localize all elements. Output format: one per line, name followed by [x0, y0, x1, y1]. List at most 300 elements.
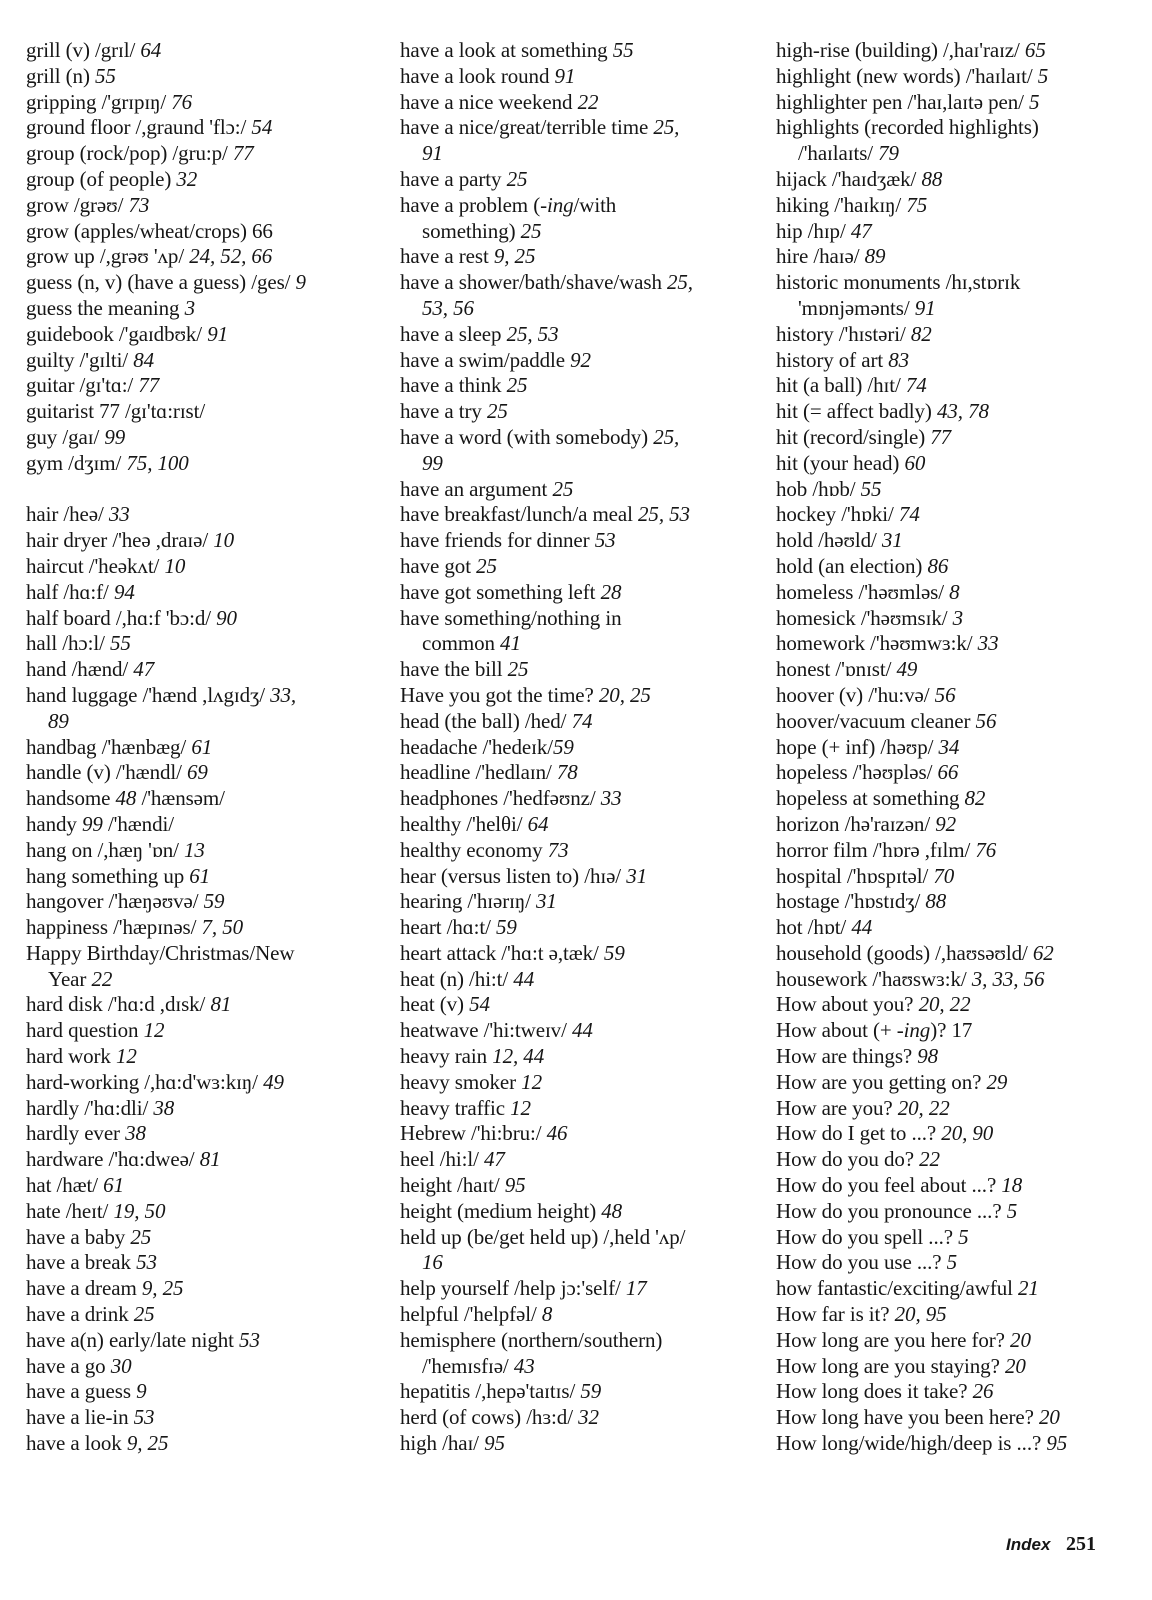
entry-page-ref: 95: [504, 1173, 526, 1198]
entry-text: homesick /'həʊmsɪk/: [776, 605, 953, 630]
index-entry: [26, 193, 378, 219]
index-entry: [26, 992, 378, 1018]
index-entry: [26, 141, 378, 167]
entry-page-ref: 53: [239, 1327, 260, 1352]
entry-page-ref: 25: [506, 166, 528, 191]
index-entry: [776, 709, 1128, 735]
entry-page-ref: 12: [115, 1044, 137, 1069]
entry-text: heatwave /'hi:tweɪv/: [400, 1018, 572, 1043]
index-entry: [400, 786, 752, 812]
index-entry: [776, 270, 1128, 296]
index-entry: [400, 451, 752, 477]
index-entry: [400, 580, 752, 606]
entry-page-ref: 44: [513, 966, 535, 991]
index-entry: [776, 1173, 1128, 1199]
entry-page-ref: 18: [1001, 1173, 1023, 1198]
entry-page-ref: 64: [527, 811, 549, 836]
entry-text: How do you spell ...?: [776, 1224, 959, 1249]
index-entry: [400, 167, 752, 193]
entry-page-ref: 56: [975, 708, 997, 733]
index-entry: [400, 864, 752, 890]
index-entry: [400, 683, 752, 709]
index-entry: [776, 141, 1128, 167]
entry-text: gripping /'grɪpɪŋ/: [26, 89, 172, 114]
entry-page-ref: 77: [138, 373, 160, 398]
index-column-3: [776, 38, 1128, 1457]
index-entry: [776, 90, 1128, 116]
entry-text: have a(n) early/late night: [26, 1327, 240, 1352]
index-entry: [776, 915, 1128, 941]
index-entry: [26, 64, 378, 90]
entry-text: hand /hænd/: [26, 657, 134, 682]
entry-page-ref: 46: [546, 1121, 568, 1146]
index-entry: [776, 657, 1128, 683]
entry-text: ground floor /,graund 'flɔ:/: [26, 115, 252, 140]
entry-page-ref: 7, 50: [201, 915, 244, 940]
entry-page-ref: 33: [108, 502, 130, 527]
entry-text: heat (v): [400, 992, 470, 1017]
entry-text: How about you?: [776, 992, 919, 1017]
entry-page-ref: 25,: [667, 270, 693, 295]
index-entry: [400, 1431, 752, 1457]
entry-page-ref: 31: [536, 889, 557, 914]
entry-page-ref: 91: [207, 321, 229, 346]
index-entry: [776, 967, 1128, 993]
entry-page-ref: 69: [187, 760, 208, 785]
index-entry: [26, 735, 378, 761]
index-entry: [400, 735, 752, 761]
entry-page-ref: 20, 25: [598, 682, 651, 707]
entry-page-ref: 76: [975, 837, 997, 862]
entry-page-ref: 25, 53: [638, 502, 690, 527]
entry-page-ref: 54: [469, 992, 490, 1017]
entry-text: handy: [26, 811, 82, 836]
entry-page-ref: 12, 44: [492, 1044, 545, 1069]
footer-label: Index: [1006, 1535, 1051, 1554]
entry-text: horizon /hə'raɪzən/: [776, 811, 936, 836]
entry-text: /'haɪlaɪts/: [798, 141, 879, 166]
index-entry: [400, 528, 752, 554]
entry-page-ref: 12: [510, 1095, 531, 1120]
entry-page-ref: 12: [143, 1018, 165, 1043]
index-entry: [400, 373, 752, 399]
entry-text: healthy /'helθi/: [400, 811, 528, 836]
entry-text: homeless /'həʊmləs/: [776, 579, 950, 604]
entry-text: have an argument: [400, 476, 553, 501]
entry-page-ref: 33: [977, 631, 999, 656]
entry-text: hopeless /'həʊpləs/: [776, 760, 938, 785]
entry-text: How do you feel about ...?: [776, 1173, 1002, 1198]
index-entry: [776, 1328, 1128, 1354]
entry-text: highlight (new words) /'haɪlaɪt/: [776, 63, 1038, 88]
index-entry: [400, 90, 752, 116]
index-entry: [776, 64, 1128, 90]
entry-text: grill (v) /grɪl/: [26, 38, 141, 62]
entry-text: hot /hɒt/: [776, 915, 852, 940]
index-entry: [26, 451, 378, 477]
index-entry: [26, 683, 378, 709]
index-entry: [400, 322, 752, 348]
entry-page-ref: 95: [484, 1431, 505, 1456]
index-entry: [776, 1121, 1128, 1147]
index-entry: [400, 1225, 752, 1251]
index-entry: [400, 1070, 752, 1096]
index-entry: [776, 1044, 1128, 1070]
index-entry: [400, 631, 752, 657]
entry-text: highlights (recorded highlights): [776, 115, 1039, 140]
entry-text: How long have you been here?: [776, 1405, 1040, 1430]
entry-page-ref: 88: [925, 889, 947, 914]
index-entry: [400, 1199, 752, 1225]
index-entry: [776, 941, 1128, 967]
index-entry: [26, 167, 378, 193]
entry-page-ref: 74: [905, 373, 927, 398]
entry-page-ref: 48: [601, 1198, 623, 1223]
entry-text: highlighter pen /'haɪ,laɪtə pen/: [776, 89, 1029, 114]
entry-text: hit (a ball) /hɪt/: [776, 373, 906, 398]
index-entry: [26, 864, 378, 890]
index-entry: [26, 967, 378, 993]
index-entry: [26, 838, 378, 864]
entry-text: have a look: [26, 1431, 127, 1456]
index-entry: [26, 373, 378, 399]
entry-text: history /'hɪstəri/: [776, 321, 911, 346]
index-entry: [776, 373, 1128, 399]
entry-text: hopeless at something: [776, 786, 965, 811]
entry-text: have a nice/great/terrible time: [400, 115, 654, 140]
index-entry: [776, 735, 1128, 761]
entry-page-ref: 8: [541, 1302, 553, 1327]
index-entry: [776, 502, 1128, 528]
entry-page-ref: 25: [506, 373, 528, 398]
page-number: 251: [1066, 1533, 1096, 1555]
index-entry: [26, 1276, 378, 1302]
entry-text: historic monuments /hɪ,stɒrɪk: [776, 270, 1021, 295]
index-entry: [400, 296, 752, 322]
entry-page-ref: 74: [898, 502, 920, 527]
entry-text: hat /hæt/: [26, 1173, 104, 1198]
index-entry: [776, 244, 1128, 270]
entry-text: hit (your head): [776, 450, 905, 475]
entry-page-ref: 9: [295, 270, 306, 295]
index-entry: [776, 528, 1128, 554]
index-entry: [26, 606, 378, 632]
index-entry: [400, 554, 752, 580]
index-entry: [26, 244, 378, 270]
index-entry: [26, 322, 378, 348]
index-entry: [400, 1354, 752, 1380]
entry-text: help yourself /help jɔ:'self/: [400, 1276, 626, 1301]
entry-page-ref: 81: [199, 1147, 221, 1172]
index-entry: [400, 244, 752, 270]
entry-page-ref: 25: [133, 1302, 155, 1327]
entry-text: hang something up: [26, 863, 190, 888]
index-entry: [400, 1328, 752, 1354]
entry-text: haircut /'heəkʌt/: [26, 553, 165, 578]
entry-text: How do you use ...?: [776, 1250, 947, 1275]
entry-text: group (rock/pop) /gru:p/: [26, 141, 233, 166]
entry-page-ref: 22: [577, 89, 599, 114]
entry-text: hemisphere (northern/southern): [400, 1327, 663, 1352]
index-entry: [26, 1096, 378, 1122]
index-entry: [400, 38, 752, 64]
entry-page-ref: 92: [935, 811, 957, 836]
entry-page-ref: 77: [232, 141, 254, 166]
entry-page-ref: 43, 78: [936, 399, 989, 424]
index-entry: [776, 399, 1128, 425]
entry-page-ref: 84: [133, 347, 155, 372]
entry-page-ref: 55: [94, 63, 116, 88]
entry-page-ref: 61: [103, 1173, 124, 1198]
entry-page-ref: 19, 50: [113, 1198, 166, 1223]
index-entry: [400, 1096, 752, 1122]
index-entry: [26, 941, 378, 967]
entry-text: hall /hɔ:l/: [26, 631, 110, 656]
index-entry: [776, 554, 1128, 580]
entry-text: Hebrew /'hi:bru:/: [400, 1121, 547, 1146]
entry-page-ref: 89: [864, 244, 886, 269]
entry-text: hear (versus listen to) /hɪə/: [400, 863, 627, 888]
entry-page-ref: 91: [422, 141, 443, 166]
entry-page-ref: 48: [115, 786, 137, 811]
index-entry: [776, 1354, 1128, 1380]
entry-page-ref: 49: [896, 657, 918, 682]
index-entry: [776, 219, 1128, 245]
entry-text: half /hɑ:f/: [26, 579, 114, 604]
index-entry: [776, 786, 1128, 812]
entry-page-ref: 12: [521, 1069, 542, 1094]
index-column-1: [26, 38, 378, 1457]
entry-text: heart /hɑ:t/: [400, 915, 496, 940]
entry-page-ref: 31: [626, 863, 647, 888]
entry-text: How do I get to ...?: [776, 1121, 942, 1146]
index-entry: [776, 992, 1128, 1018]
entry-text: heavy smoker: [400, 1069, 522, 1094]
index-entry: [400, 1147, 752, 1173]
entry-text: grow /grəʊ/: [26, 192, 129, 217]
entry-page-ref: 9, 25: [493, 244, 536, 269]
index-entry: [400, 941, 752, 967]
page-footer: [1006, 1533, 1096, 1556]
entry-page-ref: 9, 25: [141, 1276, 184, 1301]
entry-text: horror film /'hɒrə ,fɪlm/: [776, 837, 976, 862]
entry-page-ref: 75: [906, 192, 928, 217]
entry-text: have a guess: [26, 1379, 137, 1404]
entry-page-ref: 59: [496, 915, 517, 940]
entry-page-ref: 5: [1006, 1198, 1018, 1223]
index-entry: [26, 657, 378, 683]
entry-text: hob /hɒb/: [776, 476, 861, 501]
entry-page-ref: 73: [128, 192, 150, 217]
entry-text: hold /həʊld/: [776, 528, 882, 553]
entry-page-ref: 20, 22: [918, 992, 971, 1017]
index-entry: [26, 786, 378, 812]
entry-text: How long/wide/high/deep is ...?: [776, 1431, 1047, 1456]
index-entry: [26, 1199, 378, 1225]
index-entry: [26, 425, 378, 451]
entry-text: have the bill: [400, 657, 508, 682]
index-entry: [400, 760, 752, 786]
index-entry: [26, 1225, 378, 1251]
index-entry: [776, 425, 1128, 451]
entry-text: How do you pronounce ...?: [776, 1198, 1007, 1223]
entry-page-ref: 77: [930, 424, 952, 449]
entry-text: hepatitis /,hepə'taɪtɪs/: [400, 1379, 581, 1404]
entry-text: guy /gaɪ/: [26, 424, 105, 449]
entry-page-ref: ing: [903, 1018, 931, 1043]
entry-page-ref: 17: [625, 1276, 647, 1301]
entry-text: hardly /'hɑ:dli/: [26, 1095, 154, 1120]
entry-page-ref: 89: [48, 708, 69, 733]
entry-page-ref: 24, 52, 66: [189, 244, 273, 269]
index-entry: [26, 1431, 378, 1457]
entry-text: How long are you here for?: [776, 1327, 1011, 1352]
index-entry: [400, 502, 752, 528]
entry-text: have a shower/bath/shave/wash: [400, 270, 667, 295]
entry-page-ref: 38: [153, 1095, 175, 1120]
entry-page-ref: 79: [878, 141, 899, 166]
index-entry: [776, 838, 1128, 864]
entry-text: hijack /'haɪdʒæk/: [776, 166, 922, 191]
index-entry: [26, 1070, 378, 1096]
entry-text: hit (= affect badly): [776, 399, 937, 424]
entry-page-ref: 25,: [653, 115, 680, 140]
entry-page-ref: 56: [934, 682, 956, 707]
index-entry: [26, 270, 378, 296]
entry-text: have got: [400, 553, 477, 578]
entry-text: hospital /'hɒspɪtəl/: [776, 863, 934, 888]
index-column-2: [400, 38, 752, 1457]
entry-text: hope (+ inf) /həʊp/: [776, 734, 939, 759]
index-entry: [26, 1121, 378, 1147]
index-entry: [776, 477, 1128, 503]
entry-text: group (of people): [26, 166, 177, 191]
entry-page-ref: 54: [251, 115, 273, 140]
entry-page-ref: 22: [919, 1147, 940, 1172]
entry-text: heel /hi:l/: [400, 1147, 484, 1172]
index-entry: [400, 399, 752, 425]
entry-text: hair /heə/: [26, 502, 109, 527]
entry-page-ref: 64: [140, 38, 162, 62]
entry-page-ref: 81: [210, 992, 232, 1017]
index-entry: [400, 915, 752, 941]
entry-page-ref: 8: [949, 579, 960, 604]
entry-page-ref: 49: [263, 1069, 284, 1094]
entry-text: have a swim/paddle: [400, 347, 571, 372]
index-entry: [400, 270, 752, 296]
index-entry: [776, 348, 1128, 374]
entry-page-ref: 70: [933, 863, 955, 888]
entry-text: held up (be/get held up) /,held 'ʌp/: [400, 1224, 686, 1249]
entry-text: hiking /'haɪkɪŋ/: [776, 192, 907, 217]
entry-text: headline /'hedlaɪn/: [400, 760, 557, 785]
entry-page-ref: 3, 33, 56: [971, 966, 1045, 991]
entry-text: hearing /'hɪərɪŋ/: [400, 889, 536, 914]
index-entry: [26, 889, 378, 915]
entry-text: have a word (with somebody): [400, 424, 654, 449]
entry-text: guess (n, v) (have a guess) /ges/: [26, 270, 296, 295]
entry-page-ref: 74: [571, 708, 593, 733]
entry-text: have got something left: [400, 579, 601, 604]
index-entry: [400, 838, 752, 864]
entry-page-ref: 22: [91, 966, 113, 991]
index-entry: [776, 864, 1128, 890]
entry-text: guitar /gɪ'tɑ:/: [26, 373, 139, 398]
entry-text: How far is it?: [776, 1302, 895, 1327]
entry-page-ref: 21: [1018, 1276, 1039, 1301]
index-entry: [400, 64, 752, 90]
index-entry: [776, 1250, 1128, 1276]
entry-page-ref: 29: [986, 1069, 1008, 1094]
index-entry: [26, 38, 378, 64]
entry-text: handle (v) /'hændl/: [26, 760, 188, 785]
entry-page-ref: 43: [513, 1353, 535, 1378]
entry-page-ref: 38: [125, 1121, 146, 1146]
index-entry: [776, 1431, 1128, 1457]
entry-page-ref: 53: [136, 1250, 157, 1275]
entry-text: have a drink: [26, 1302, 134, 1327]
entry-text: How long does it take?: [776, 1379, 973, 1404]
entry-text-tail: )? 17: [930, 1018, 973, 1043]
entry-text: headphones /'hedfəʊnz/: [400, 786, 601, 811]
entry-text: hire /haɪə/: [776, 244, 865, 269]
entry-page-ref: 83: [888, 347, 910, 372]
entry-page-ref: 25: [486, 399, 508, 424]
entry-page-ref: 99: [81, 811, 103, 836]
entry-page-ref: 9: [136, 1379, 147, 1404]
entry-text: How do you do?: [776, 1147, 920, 1172]
index-entry: [26, 1302, 378, 1328]
index-entry: [400, 348, 752, 374]
index-entry: [400, 1018, 752, 1044]
index-entry: [776, 1302, 1128, 1328]
index-entry: [26, 1250, 378, 1276]
entry-text: How are you getting on?: [776, 1069, 987, 1094]
entry-text: handbag /'hænbæg/: [26, 734, 192, 759]
entry-text: hate /heɪt/: [26, 1198, 114, 1223]
entry-text: Happy Birthday/Christmas/New: [26, 940, 295, 965]
index-entry: [776, 451, 1128, 477]
index-entry: [400, 1302, 752, 1328]
index-entry: [26, 760, 378, 786]
index-entry: [400, 1121, 752, 1147]
index-entry: [776, 683, 1128, 709]
entry-text: grill (n): [26, 63, 95, 88]
entry-text: household (goods) /,haʊsəʊld/: [776, 940, 1033, 965]
entry-text: have breakfast/lunch/a meal: [400, 502, 639, 527]
index-entry: [776, 580, 1128, 606]
entry-text: have friends for dinner: [400, 528, 595, 553]
entry-text: have a look at something: [400, 38, 613, 62]
entry-text: grow (apples/wheat/crops) 66: [26, 218, 273, 243]
entry-page-ref: 31: [881, 528, 903, 553]
entry-page-ref: 30: [110, 1353, 132, 1378]
entry-page-ref: 95: [1046, 1431, 1068, 1456]
entry-text: height (medium height): [400, 1198, 602, 1223]
index-entry: [26, 90, 378, 116]
index-entry: [400, 992, 752, 1018]
entry-text: gym /dʒɪm/: [26, 450, 127, 475]
entry-page-ref: 99: [104, 424, 126, 449]
index-entry: [26, 554, 378, 580]
entry-page-ref: 75, 100: [126, 450, 189, 475]
index-entry: [400, 1379, 752, 1405]
entry-text: How are you?: [776, 1095, 898, 1120]
entry-text: hard question: [26, 1018, 144, 1043]
entry-page-ref: 25: [552, 476, 574, 501]
entry-page-ref: 33: [600, 786, 622, 811]
entry-text: high-rise (building) /,haɪ'raɪz/: [776, 38, 1025, 62]
